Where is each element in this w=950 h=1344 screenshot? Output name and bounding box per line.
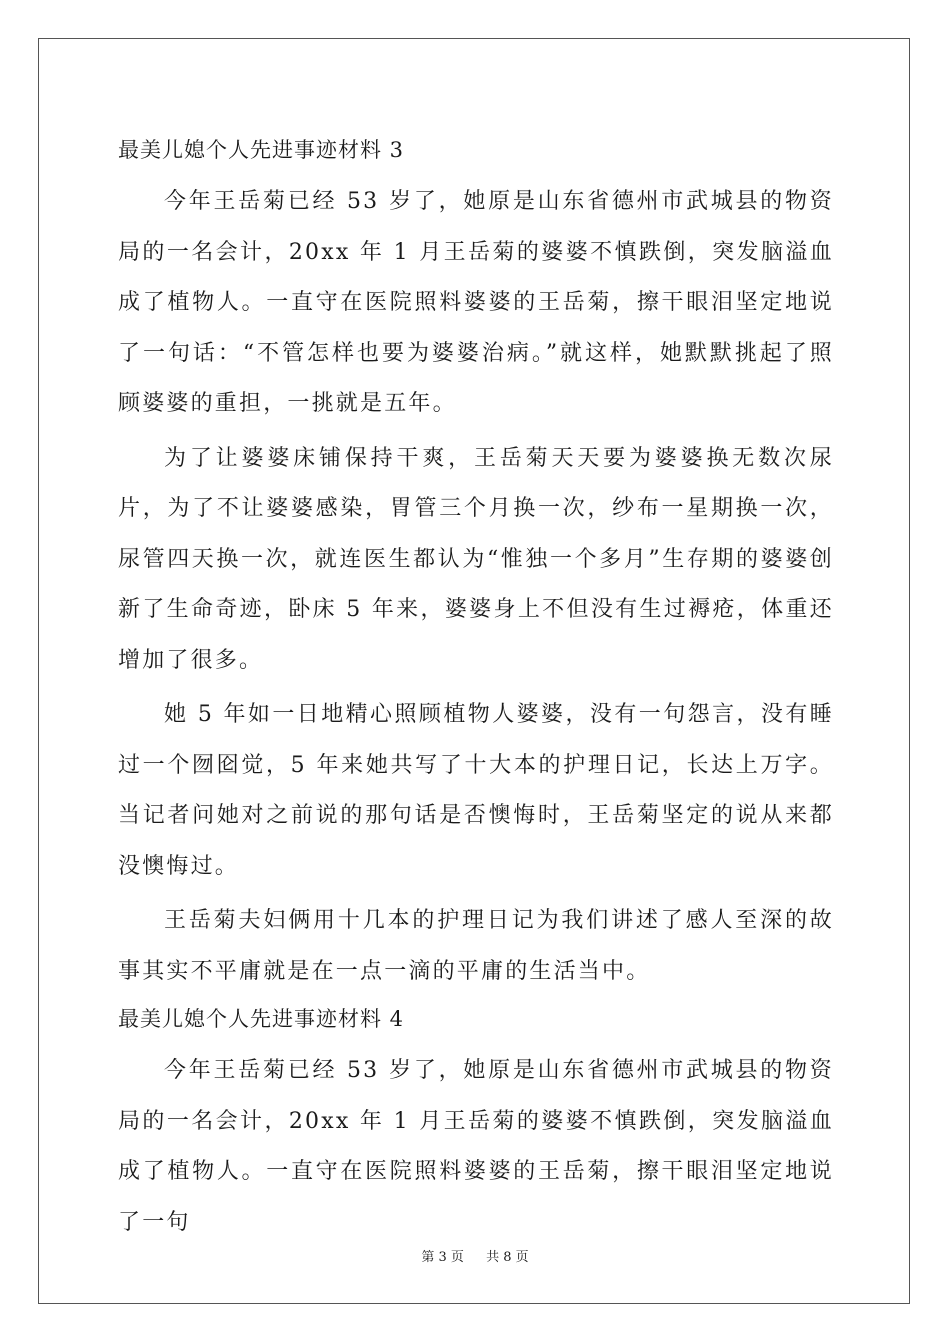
section-title: 最美儿媳个人先进事迹材料 4 bbox=[118, 1007, 405, 1031]
document-body bbox=[118, 130, 834, 1248]
paragraph: 为了让婆婆床铺保持干爽，王岳菊天天要为婆婆换无数次尿片，为了不让婆婆感染，胃管三个月换一次，纱布一星期换一次，尿管四天换一次，就连医生都认为“惟独一个多月”生存期的婆婆创新了生命奇迹，卧床 5 年来，婆婆身上不但没有生过褥疮，体重还增加了很多。 bbox=[118, 445, 834, 673]
paragraph: 她 5 年如一日地精心照顾植物人婆婆，没有一句怨言，没有睡过一个囫囵觉，5 年来她共写了十大本的护理日记，长达上万字。当记者问她对之前说的那句话是否懊悔时，王岳菊坚定的说从来都没懊悔过。 bbox=[118, 702, 834, 879]
page-total: 共 8 页 bbox=[486, 1250, 529, 1265]
paragraph: 王岳菊夫妇俩用十几本的护理日记为我们讲述了感人至深的故事其实不平庸就是在一点一滴的平庸的生活当中。 bbox=[118, 908, 834, 984]
section-title: 最美儿媳个人先进事迹材料 3 bbox=[118, 138, 405, 162]
paragraph: 今年王岳菊已经 53 岁了，她原是山东省德州市武城县的物资局的一名会计，20xx 年 1 月王岳菊的婆婆不慎跌倒，突发脑溢血成了植物人。一直守在医院照料婆婆的王岳菊，擦干眼泪坚定地说了一句 bbox=[118, 1058, 834, 1235]
paragraph: 今年王岳菊已经 53 岁了，她原是山东省德州市武城县的物资局的一名会计，20xx 年 1 月王岳菊的婆婆不慎跌倒，突发脑溢血成了植物人。一直守在医院照料婆婆的王岳菊，擦干眼泪坚定地说了一句话：“不管怎样也要为婆婆治病。”就这样，她默默挑起了照顾婆婆的重担，一挑就是五年。 bbox=[118, 189, 834, 416]
page-number: 第 3 页 bbox=[421, 1250, 464, 1265]
page-footer bbox=[0, 1246, 950, 1265]
